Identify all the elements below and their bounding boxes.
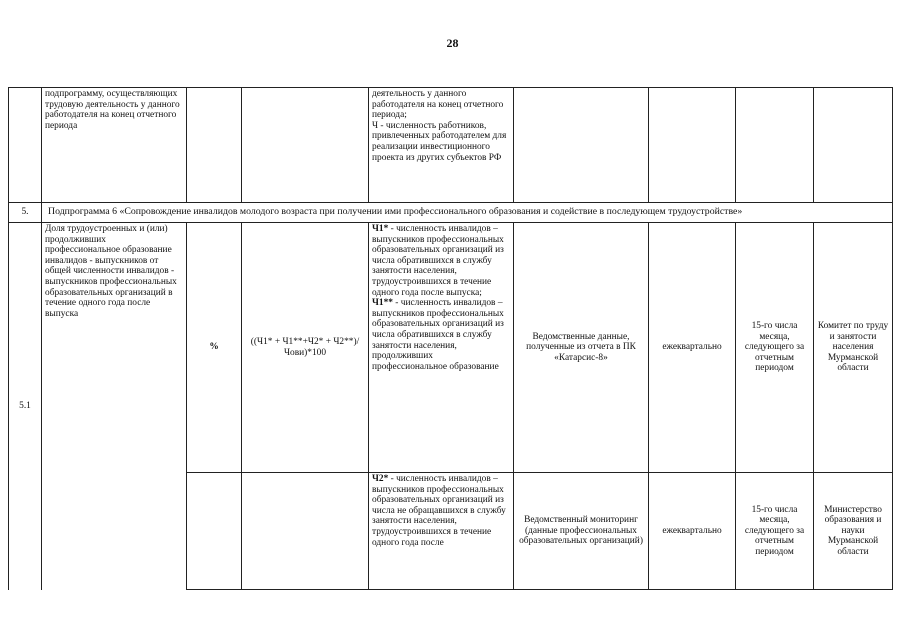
page-number: 28 — [446, 36, 459, 50]
source-a: Ведомственные данные, полученные из отчета в ПК «Катарсис-8» — [514, 223, 649, 473]
formula-b — [242, 473, 369, 590]
definitions-b — [369, 473, 514, 590]
term-ch1-2: Ч1** — [372, 298, 393, 309]
term-ch1-2-text: - численность инвалидов – выпускников профессиональных образовательных организаций из числа обратившихся в службу занятости населения, продолживших профессиональное образование — [372, 298, 504, 372]
cell-responsible — [814, 88, 893, 203]
frequency-b: ежеквартально — [649, 473, 736, 590]
deadline-a: 15-го числа месяца, следующего за отчетным периодом — [736, 223, 814, 473]
formula: ((Ч1* + Ч1**+Ч2* + Ч2**)/Чови)*100 — [242, 223, 369, 473]
section-title: Подпрограмма 6 «Сопровождение инвалидов молодого возраста при получении ими профессионального образования и содействие в последующем трудоустройстве» — [42, 203, 893, 223]
responsible-b: Министерство образования и науки Мурманской области — [814, 473, 893, 590]
term-ch2: Ч2* — [372, 474, 389, 484]
table-row-5-1-a — [9, 223, 893, 473]
indicator-name: Доля трудоустроенных и (или) продолживших профессиональное образование инвалидов - выпускников от общей численности инвалидов - выпускников профессиональных образовательных организаций в течение одного года после выпуска — [42, 223, 187, 590]
table-row-section-5 — [9, 203, 893, 223]
indicators-table — [8, 87, 893, 590]
cell-definitions: деятельность у данного работодателя на конец отчетного периода; Ч - численность работников, привлеченных работодателем для реализации инвестиционного проекта из других субъектов РФ — [369, 88, 514, 203]
term-ch2-text: - численность инвалидов – выпускников профессиональных образовательных организаций из числа не обращавшихся в службу занятости населения, трудоустроившихся в течение одного года после — [372, 474, 506, 548]
frequency-a: ежеквартально — [649, 223, 736, 473]
cell-number — [9, 88, 42, 203]
definitions-a — [369, 223, 514, 473]
cell-source — [514, 88, 649, 203]
source-b: Ведомственный мониторинг (данные профессиональных образовательных организаций) — [514, 473, 649, 590]
row-number: 5.1 — [9, 223, 42, 590]
section-number: 5. — [9, 203, 42, 223]
cell-deadline — [736, 88, 814, 203]
term-ch1: Ч1* — [372, 224, 389, 234]
cell-formula — [242, 88, 369, 203]
cell-unit — [187, 88, 242, 203]
unit: % — [187, 223, 242, 473]
responsible-a: Комитет по труду и занятости населения Мурманской области — [814, 223, 893, 473]
deadline-b: 15-го числа месяца, следующего за отчетным периодом — [736, 473, 814, 590]
term-ch1-text: - численность инвалидов – выпускников профессиональных образовательных организаций из числа обратившихся в службу занятости населения, трудоустроившихся в течение одного года после выпуска; — [372, 224, 504, 298]
cell-frequency — [649, 88, 736, 203]
cell-indicator: подпрограмму, осуществляющих трудовую деятельность у данного работодателя на конец отчетного периода — [42, 88, 187, 203]
unit-b — [187, 473, 242, 590]
table-row-continuation — [9, 88, 893, 203]
